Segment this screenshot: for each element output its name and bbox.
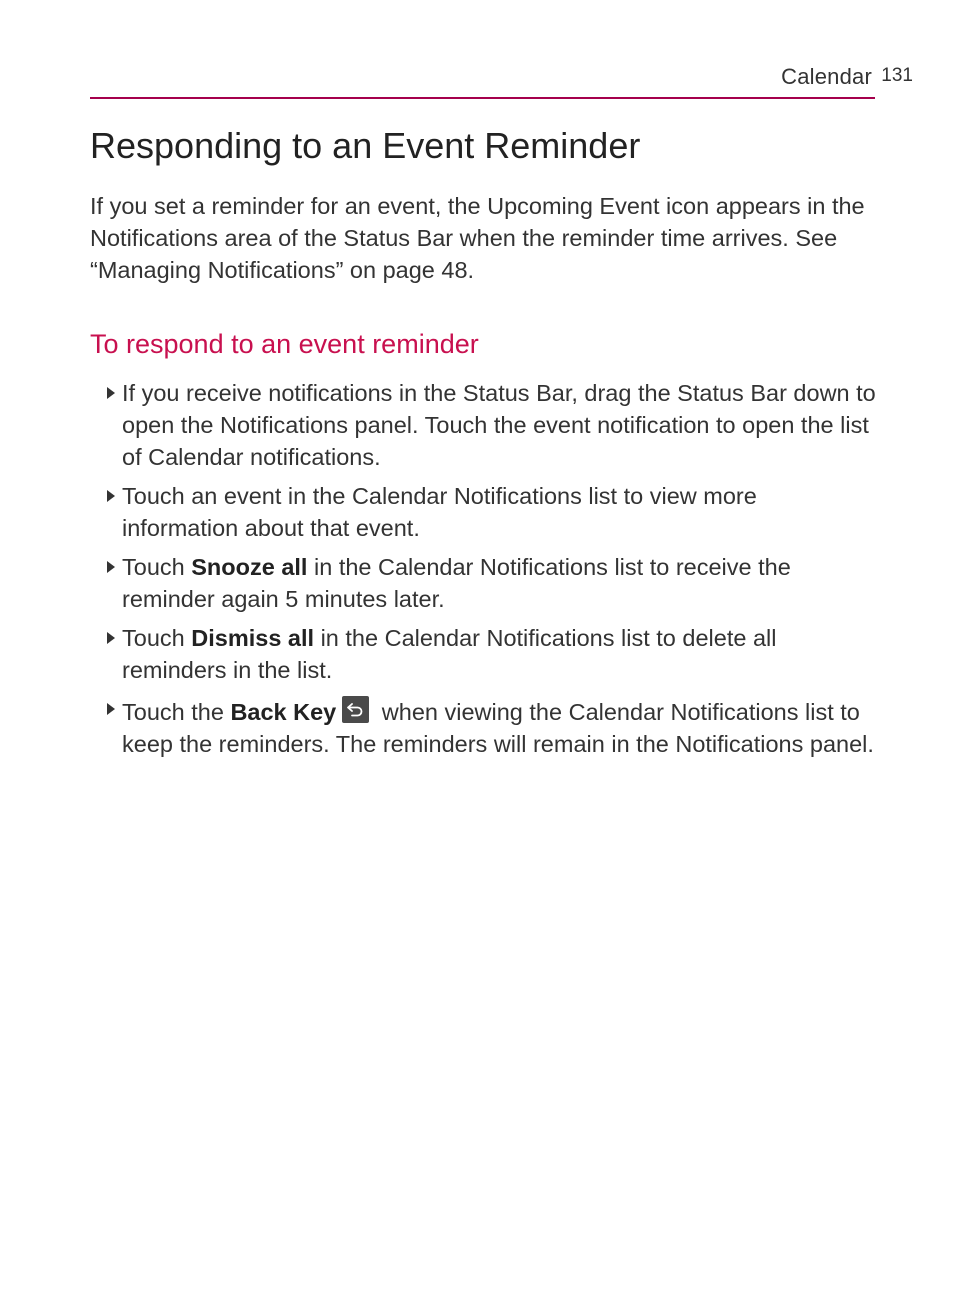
- instruction-pre: Touch: [122, 554, 192, 580]
- instruction-text: [122, 551, 877, 615]
- bullet-arrow-icon: [107, 561, 115, 573]
- bullet-arrow-icon: [107, 387, 115, 399]
- instruction-item-2: [107, 480, 877, 544]
- back-key-label: Back Key: [230, 699, 337, 725]
- instruction-text: Touch an event in the Calendar Notifications list to view more information about that event.: [122, 483, 757, 541]
- header-rule: [90, 97, 875, 99]
- instruction-text: [122, 622, 877, 686]
- instruction-pre: Touch: [122, 625, 192, 651]
- intro-paragraph: If you set a reminder for an event, the Upcoming Event icon appears in the Notifications area of the Status Bar when the reminder time arrives. See “Managing Notifications” on page 48.: [90, 193, 865, 283]
- bullet-arrow-icon: [107, 632, 115, 644]
- instruction-post: in the Calendar Notifications list to delete all reminders in the list.: [122, 625, 777, 683]
- bullet-arrow-icon: [107, 703, 115, 715]
- instruction-list: [107, 377, 877, 767]
- bullet-arrow-icon: [107, 490, 115, 502]
- instruction-item-5: [107, 693, 877, 760]
- instruction-item-4: [107, 622, 877, 686]
- instruction-item-3: [107, 551, 877, 615]
- snooze-all-label: Snooze all: [191, 554, 308, 580]
- instruction-post: in the Calendar Notifications list to receive the reminder again 5 minutes later.: [122, 554, 791, 612]
- section-name: Calendar: [781, 64, 872, 89]
- instruction-post: when viewing the Calendar Notifications list to keep the reminders. The reminders will remain in the Notifications panel.: [122, 699, 874, 757]
- instruction-item-1: [107, 377, 877, 473]
- page-title: Responding to an Event Reminder: [90, 125, 641, 166]
- back-key-icon: [342, 696, 369, 723]
- page-number: 131: [881, 65, 913, 86]
- instruction-pre: Touch the: [122, 699, 231, 725]
- procedure-heading: To respond to an event reminder: [90, 329, 479, 359]
- instruction-text: If you receive notifications in the Status Bar, drag the Status Bar down to open the Notifications panel. Touch the event notification to open the list of Calendar notifications.: [122, 380, 876, 470]
- instruction-text: [122, 693, 877, 760]
- running-header: [90, 62, 914, 92]
- dismiss-all-label: Dismiss all: [191, 625, 315, 651]
